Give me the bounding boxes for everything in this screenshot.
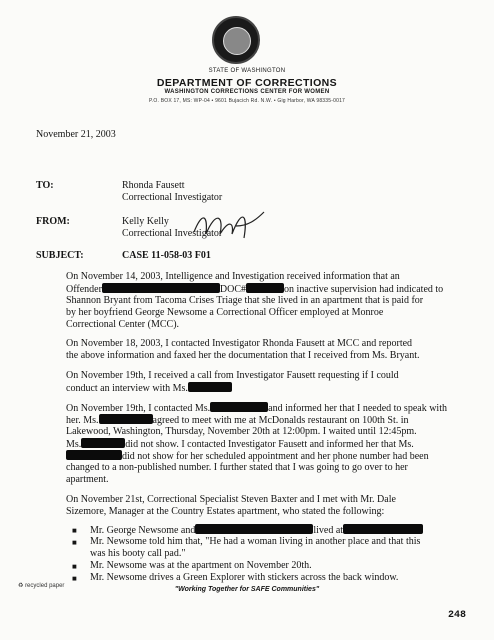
recycled-paper-note: ♻ recycled paper (18, 583, 65, 589)
recycle-icon: ♻ (18, 583, 24, 589)
subject-text: CASE 11-058-03 F01 (122, 250, 211, 261)
from-title: Correctional Investigator (122, 228, 223, 239)
bullet-marker: ■ (72, 526, 77, 535)
bullet-marker: ■ (72, 574, 77, 583)
p4-line3: Lakewood, Washington, Thursday, November 20th at 12:00pm. I waited until 12:45pm. (66, 426, 417, 437)
p3-line2: conduct an interview with Ms. (66, 382, 232, 395)
subject-label: SUBJECT: (36, 250, 84, 261)
p1-line1: On November 14, 2003, Intelligence and Investigation received information that an (66, 271, 400, 282)
footer-slogan: "Working Together for SAFE Communities" (174, 586, 320, 593)
p4-line2: her. Ms. agreed to meet with me at McDonalds restaurant on 100th St. in (66, 415, 409, 426)
address-line: P.O. BOX 17, MS: WP-04 • 9601 Bujacich Rd. N.W. • Gig Harbor, WA 98335-0017 (148, 98, 346, 104)
p3-line1: On November 19th, I received a call from Investigator Fausett requesting if I could (66, 370, 399, 381)
state-seal (212, 16, 260, 64)
from-name: Kelly Kelly (122, 216, 169, 227)
p1-line4: by her boyfriend George Newsome a Correctional Officer employed at Monroe (66, 307, 384, 318)
p4-line5: did not show for her scheduled appointment and her phone number had been (66, 450, 429, 463)
bullet-2-line2: was his booty call pad." (90, 548, 186, 559)
p1-line5: Correctional Center (MCC). (66, 319, 180, 330)
state-name: STATE OF WASHINGTON (208, 68, 286, 74)
p1-line3: Shannon Bryant from Tacoma Crises Triage that she lived in an apartment that is paid for (66, 295, 424, 306)
to-label: TO: (36, 180, 54, 191)
p5-line2: Sizemore, Manager at the Country Estates apartment, who stated the following: (66, 506, 385, 517)
memo-date: November 21, 2003 (36, 129, 116, 140)
department-title: DEPARTMENT OF CORRECTIONS (156, 77, 338, 89)
p2-line1: On November 18, 2003, I contacted Investigator Rhonda Fausett at MCC and reported (66, 338, 413, 349)
p5-line1: On November 21st, Correctional Specialist Steven Baxter and I met with Mr. Dale (66, 494, 396, 505)
bullet-2-line1: Mr. Newsome told him that, "He had a woman living in another place and that this (90, 536, 421, 547)
center-name: WASHINGTON CORRECTIONS CENTER FOR WOMEN (164, 89, 330, 95)
p4-line4: Ms. did not show. I contacted Investigator Fausett and informed her that Ms. (66, 439, 414, 450)
from-label: FROM: (36, 216, 70, 227)
p4-line1: On November 19th, I contacted Ms. and informed her that I needed to speak with (66, 403, 447, 414)
to-name: Rhonda Fausett (122, 180, 185, 191)
p1-line2: Offender DOC# on inactive supervision had indicated to (66, 284, 444, 295)
signature-scribble (190, 204, 270, 244)
bullet-marker: ■ (72, 562, 77, 571)
p4-line6: changed to a non-published number. I further stated that I was going to go over to her (66, 462, 408, 473)
page-number: 248 (448, 610, 467, 621)
bullet-1: Mr. George Newsome and lived at (90, 524, 423, 537)
bullet-4: Mr. Newsome drives a Green Explorer with stickers across the back window. (90, 572, 399, 583)
to-title: Correctional Investigator (122, 192, 223, 203)
p2-line2: the above information and faxed her the documentation that I received from Ms. Bryant. (66, 350, 420, 361)
p4-line7: apartment. (66, 474, 109, 485)
bullet-marker: ■ (72, 538, 77, 547)
bullet-3: Mr. Newsome was at the apartment on November 20th. (90, 560, 312, 571)
